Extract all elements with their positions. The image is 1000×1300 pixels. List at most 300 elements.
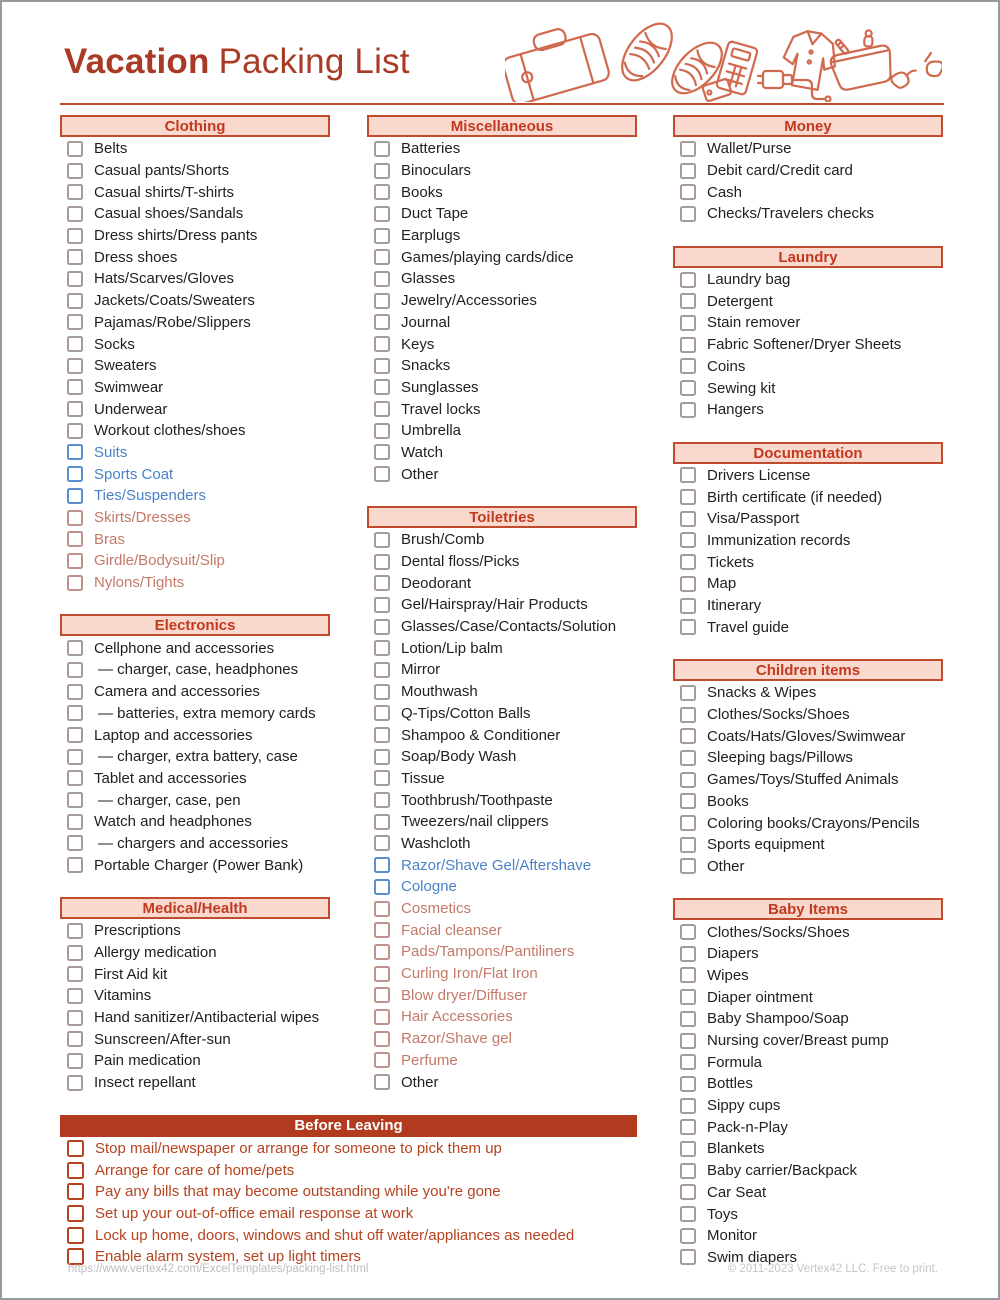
checkbox[interactable] — [67, 510, 83, 526]
item-label: Belts — [94, 140, 128, 158]
checklist-item — [673, 747, 943, 769]
checklist-item — [60, 1028, 330, 1050]
page-title-rest: Packing List — [218, 42, 410, 81]
item-label: Workout clothes/shoes — [94, 422, 246, 440]
checklist-item — [367, 789, 637, 811]
checklist-item — [60, 268, 330, 290]
checkbox[interactable] — [374, 293, 390, 309]
checklist-item — [60, 333, 330, 355]
checkbox[interactable] — [67, 575, 83, 591]
checkbox[interactable] — [67, 966, 83, 982]
item-label: Keys — [401, 335, 435, 353]
checkbox[interactable] — [374, 792, 390, 808]
checkbox[interactable] — [374, 1009, 390, 1025]
checklist-item — [673, 138, 943, 160]
item-label: Pads/Tampons/Pantiliners — [401, 943, 575, 961]
section-header-children-items: Children items — [673, 659, 943, 681]
checklist-item — [673, 334, 943, 356]
checklist-item — [367, 463, 637, 485]
checkbox[interactable] — [374, 944, 390, 960]
checklist-item — [60, 920, 330, 942]
checkbox[interactable] — [680, 946, 696, 962]
checkbox[interactable] — [67, 228, 83, 244]
checklist-item — [60, 746, 330, 768]
item-label: Wipes — [707, 966, 749, 984]
checkbox[interactable] — [680, 772, 696, 788]
checkbox[interactable] — [67, 293, 83, 309]
footer-url-link[interactable]: https://www.vertex42.com/ExcelTemplates/packing-list.html — [68, 1263, 369, 1275]
checkbox[interactable] — [67, 249, 83, 265]
checkbox[interactable] — [680, 1249, 696, 1265]
item-label: Immunization records — [707, 531, 851, 549]
checklist-item — [673, 812, 943, 834]
camera-icon — [716, 41, 758, 95]
checklist-item — [673, 682, 943, 704]
item-label: Batteries — [401, 140, 461, 158]
checkbox[interactable] — [374, 922, 390, 938]
checkbox[interactable] — [680, 358, 696, 374]
item-label: Curling Iron/Flat Iron — [401, 965, 538, 983]
item-label: Toothbrush/Toothpaste — [401, 791, 553, 809]
checkbox[interactable] — [680, 184, 696, 200]
item-label: Laundry bag — [707, 271, 791, 289]
checkbox[interactable] — [67, 945, 83, 961]
checkbox[interactable] — [374, 684, 390, 700]
checkbox[interactable] — [374, 141, 390, 157]
checklist-item — [673, 1008, 943, 1030]
checkbox[interactable] — [680, 793, 696, 809]
checkbox[interactable] — [680, 967, 696, 983]
checklist-item — [673, 965, 943, 987]
checkbox[interactable] — [680, 598, 696, 614]
checkbox[interactable] — [374, 749, 390, 765]
checklist-item — [367, 746, 637, 768]
checklist-item — [367, 138, 637, 160]
item-label: Cash — [707, 183, 743, 201]
checkbox[interactable] — [374, 163, 390, 179]
item-label: Washcloth — [401, 834, 471, 852]
checkbox[interactable] — [374, 835, 390, 851]
item-label: Casual pants/Shorts — [94, 162, 230, 180]
checkbox[interactable] — [374, 423, 390, 439]
section-items-clothing — [60, 137, 330, 593]
checkbox[interactable] — [374, 575, 390, 591]
checkbox[interactable] — [67, 1053, 83, 1069]
checkbox[interactable] — [374, 228, 390, 244]
item-label: Nylons/Tights — [94, 574, 185, 592]
checkbox[interactable] — [67, 727, 83, 743]
checkbox[interactable] — [374, 597, 390, 613]
item-label: Snacks & Wipes — [707, 684, 817, 702]
checkbox[interactable] — [680, 1228, 696, 1244]
checkbox[interactable] — [374, 336, 390, 352]
checklist-item — [367, 941, 637, 963]
checkbox[interactable] — [680, 1098, 696, 1114]
checkbox[interactable] — [374, 619, 390, 635]
item-label: Q-Tips/Cotton Balls — [401, 704, 531, 722]
item-label: Bottles — [707, 1075, 753, 1093]
checklist-item — [60, 659, 330, 681]
checklist-item — [367, 637, 637, 659]
item-label: Brush/Comb — [401, 531, 485, 549]
checkbox[interactable] — [680, 1184, 696, 1200]
item-label: Pay any bills that may become outstanding while you're gone — [95, 1183, 501, 1201]
item-label: Swim diapers — [707, 1248, 798, 1266]
checklist-item — [673, 1116, 943, 1138]
checkbox[interactable] — [67, 206, 83, 222]
item-label: Lotion/Lip balm — [401, 639, 503, 657]
item-label: Cosmetics — [401, 900, 472, 918]
checkbox[interactable] — [67, 488, 83, 504]
item-label: Drivers License — [707, 466, 811, 484]
item-label: Checks/Travelers checks — [707, 205, 874, 223]
checkbox[interactable] — [67, 1010, 83, 1026]
checkbox[interactable] — [680, 1119, 696, 1135]
item-label: Watch and headphones — [94, 813, 252, 831]
item-label: Sports equipment — [707, 836, 825, 854]
checklist-item — [367, 290, 637, 312]
checklist-item — [367, 398, 637, 420]
checkbox[interactable] — [67, 358, 83, 374]
section-laundry — [673, 246, 943, 421]
checkbox[interactable] — [680, 1163, 696, 1179]
checklist-item — [673, 1073, 943, 1095]
checklist-item — [367, 572, 637, 594]
checkbox[interactable] — [67, 684, 83, 700]
checklist-item — [673, 921, 943, 943]
checkbox[interactable] — [680, 815, 696, 831]
checkbox[interactable] — [374, 879, 390, 895]
column-middle — [367, 115, 637, 1114]
section-items-before-leaving — [60, 1137, 637, 1268]
checkbox[interactable] — [374, 705, 390, 721]
checklist-item — [367, 268, 637, 290]
checklist-item — [673, 465, 943, 487]
checklist-item — [367, 876, 637, 898]
checkbox[interactable] — [680, 554, 696, 570]
checkbox[interactable] — [67, 163, 83, 179]
checkbox[interactable] — [680, 1076, 696, 1092]
checkbox[interactable] — [680, 924, 696, 940]
checkbox[interactable] — [680, 337, 696, 353]
checkbox[interactable] — [67, 923, 83, 939]
item-label: Fabric Softener/Dryer Sheets — [707, 336, 902, 354]
checkbox[interactable] — [67, 662, 83, 678]
checkbox[interactable] — [680, 750, 696, 766]
sneaker-icon — [612, 15, 681, 89]
checkbox[interactable] — [67, 749, 83, 765]
header-divider — [60, 103, 944, 105]
checkbox[interactable] — [67, 141, 83, 157]
item-label: Hair Accessories — [401, 1008, 513, 1026]
checkbox[interactable] — [374, 249, 390, 265]
item-label: Clothes/Socks/Shoes — [707, 923, 850, 941]
checkbox[interactable] — [680, 380, 696, 396]
checkbox[interactable] — [67, 423, 83, 439]
checkbox[interactable] — [67, 705, 83, 721]
item-label: Perfume — [401, 1051, 458, 1069]
checkbox[interactable] — [67, 401, 83, 417]
item-label: Dental floss/Picks — [401, 553, 520, 571]
item-label: Birth certificate (if needed) — [707, 488, 883, 506]
item-label: Snacks — [401, 357, 451, 375]
checklist-item — [367, 246, 637, 268]
item-label: Glasses/Case/Contacts/Solution — [401, 618, 617, 636]
checkbox[interactable] — [680, 141, 696, 157]
checklist-item — [673, 356, 943, 378]
checkbox[interactable] — [680, 272, 696, 288]
checkbox[interactable] — [67, 1075, 83, 1091]
checklist-item — [60, 1007, 330, 1029]
checkbox[interactable] — [67, 770, 83, 786]
item-label: Toys — [707, 1205, 738, 1223]
checklist-item — [60, 355, 330, 377]
checklist-item — [673, 508, 943, 530]
checklist-item — [367, 919, 637, 941]
checklist-item — [673, 769, 943, 791]
item-label: Other — [401, 1073, 439, 1091]
checklist-item — [673, 595, 943, 617]
checkbox[interactable] — [680, 837, 696, 853]
checklist-item — [367, 833, 637, 855]
item-label: Visa/Passport — [707, 510, 800, 528]
item-label: Hand sanitizer/Antibacterial wipes — [94, 1009, 320, 1027]
section-electronics — [60, 614, 330, 876]
checkbox[interactable] — [680, 576, 696, 592]
checkbox[interactable] — [374, 184, 390, 200]
checklist-item — [367, 442, 637, 464]
item-label: Pack-n-Play — [707, 1118, 788, 1136]
checkbox[interactable] — [67, 814, 83, 830]
checklist-item — [367, 811, 637, 833]
checkbox[interactable] — [67, 314, 83, 330]
item-label: Baby Shampoo/Soap — [707, 1010, 849, 1028]
checkbox[interactable] — [680, 1141, 696, 1157]
checkbox[interactable] — [680, 532, 696, 548]
checkbox[interactable] — [374, 466, 390, 482]
checklist-item — [367, 854, 637, 876]
item-label: Clothes/Socks/Shoes — [707, 706, 850, 724]
checkbox[interactable] — [374, 901, 390, 917]
item-label: Sunglasses — [401, 378, 479, 396]
item-label: Allergy medication — [94, 944, 217, 962]
checkbox[interactable] — [374, 770, 390, 786]
checkbox[interactable] — [680, 315, 696, 331]
item-label: Formula — [707, 1053, 763, 1071]
checkbox[interactable] — [67, 1140, 84, 1157]
checkbox[interactable] — [374, 444, 390, 460]
section-items-medical-health — [60, 919, 330, 1094]
item-label: Monitor — [707, 1227, 758, 1245]
checklist-item — [673, 856, 943, 878]
item-label: Travel guide — [707, 618, 789, 636]
item-label: Tablet and accessories — [94, 769, 247, 787]
item-label: Glasses — [401, 270, 456, 288]
checkbox[interactable] — [374, 987, 390, 1003]
item-label: Tissue — [401, 769, 445, 787]
item-label: Debit card/Credit card — [707, 162, 853, 180]
checklist-item — [60, 246, 330, 268]
checklist-item — [367, 333, 637, 355]
checkbox[interactable] — [67, 184, 83, 200]
checklist-item — [367, 160, 637, 182]
checkbox[interactable] — [67, 444, 83, 460]
checklist-item — [673, 616, 943, 638]
checklist-item — [673, 160, 943, 182]
checkbox[interactable] — [374, 727, 390, 743]
checkbox[interactable] — [67, 1227, 84, 1244]
checklist-item — [673, 1225, 943, 1247]
item-label: Games/Toys/Stuffed Animals — [707, 771, 899, 789]
column-right — [673, 115, 943, 1289]
checkbox[interactable] — [67, 379, 83, 395]
item-label: Razor/Shave Gel/Aftershave — [401, 856, 592, 874]
item-label: Sippy cups — [707, 1097, 781, 1115]
checkbox[interactable] — [67, 1183, 84, 1200]
checklist-item — [367, 181, 637, 203]
checkbox[interactable] — [67, 1162, 84, 1179]
checklist-item — [673, 203, 943, 225]
checklist-item — [60, 312, 330, 334]
item-label: Duct Tape — [401, 205, 469, 223]
section-header-baby-items: Baby Items — [673, 898, 943, 920]
checkbox[interactable] — [374, 662, 390, 678]
checklist-item — [60, 1203, 637, 1225]
checklist-item — [673, 943, 943, 965]
checkbox[interactable] — [67, 640, 83, 656]
item-label: First Aid kit — [94, 965, 168, 983]
checklist-item — [367, 984, 637, 1006]
checkbox[interactable] — [374, 1052, 390, 1068]
checkbox[interactable] — [67, 271, 83, 287]
section-miscellaneous — [367, 115, 637, 485]
checklist-item — [60, 420, 330, 442]
checklist-item — [673, 1138, 943, 1160]
section-items-money — [673, 137, 943, 225]
checkbox[interactable] — [67, 857, 83, 873]
checkbox[interactable] — [680, 728, 696, 744]
checkbox[interactable] — [680, 1033, 696, 1049]
checkbox[interactable] — [680, 206, 696, 222]
checkbox[interactable] — [374, 640, 390, 656]
checkbox[interactable] — [67, 835, 83, 851]
checkbox[interactable] — [67, 1031, 83, 1047]
section-clothing — [60, 115, 330, 593]
item-label: Mouthwash — [401, 683, 478, 701]
checkbox[interactable] — [680, 489, 696, 505]
checkbox[interactable] — [680, 989, 696, 1005]
item-label: Cellphone and accessories — [94, 639, 275, 657]
checklist-item — [60, 963, 330, 985]
checklist-item — [60, 1224, 637, 1246]
checkbox[interactable] — [680, 467, 696, 483]
checkbox[interactable] — [67, 1205, 84, 1222]
checkbox[interactable] — [374, 1031, 390, 1047]
checkbox[interactable] — [680, 1011, 696, 1027]
checkbox[interactable] — [680, 1054, 696, 1070]
checkbox[interactable] — [374, 554, 390, 570]
checklist-item — [367, 1050, 637, 1072]
checkbox[interactable] — [374, 314, 390, 330]
checklist-item — [60, 681, 330, 703]
checkbox[interactable] — [67, 466, 83, 482]
item-label: Sleeping bags/Pillows — [707, 749, 853, 767]
checkbox[interactable] — [680, 1206, 696, 1222]
checklist-item — [60, 637, 330, 659]
item-label: Map — [707, 575, 737, 593]
checkbox[interactable] — [67, 553, 83, 569]
checkbox[interactable] — [680, 163, 696, 179]
checklist-item — [60, 811, 330, 833]
checkbox[interactable] — [374, 358, 390, 374]
section-documentation — [673, 442, 943, 639]
checkbox[interactable] — [680, 858, 696, 874]
checkbox[interactable] — [680, 402, 696, 418]
checkbox[interactable] — [680, 293, 696, 309]
checklist-item — [367, 594, 637, 616]
checklist-item — [367, 225, 637, 247]
checkbox[interactable] — [374, 379, 390, 395]
checkbox[interactable] — [680, 619, 696, 635]
checklist-item — [60, 768, 330, 790]
checklist-item — [367, 355, 637, 377]
checkbox[interactable] — [680, 511, 696, 527]
item-label: Diapers — [707, 945, 759, 963]
checklist-item — [673, 1030, 943, 1052]
checkbox[interactable] — [374, 206, 390, 222]
checkbox[interactable] — [680, 685, 696, 701]
checkbox[interactable] — [374, 401, 390, 417]
checkbox[interactable] — [374, 857, 390, 873]
checkbox[interactable] — [374, 814, 390, 830]
item-label: Dress shirts/Dress pants — [94, 227, 258, 245]
item-label: — charger, case, pen — [98, 791, 241, 809]
checklist-item — [60, 203, 330, 225]
item-label: Razor/Shave gel — [401, 1030, 512, 1048]
checkbox[interactable] — [374, 1074, 390, 1090]
item-label: — charger, extra battery, case — [98, 748, 298, 766]
checklist-item — [60, 138, 330, 160]
item-label: Watch — [401, 443, 443, 461]
checklist-item — [60, 507, 330, 529]
footer-copyright: © 2011-2023 Vertex42 LLC. Free to print. — [727, 1263, 938, 1275]
item-label: Baby carrier/Backpack — [707, 1162, 858, 1180]
checkbox[interactable] — [374, 966, 390, 982]
checklist-item — [60, 290, 330, 312]
section-header-clothing: Clothing — [60, 115, 330, 137]
checklist-item — [60, 854, 330, 876]
checklist-item — [673, 486, 943, 508]
checkbox[interactable] — [67, 792, 83, 808]
checklist-item — [60, 442, 330, 464]
checkbox[interactable] — [374, 532, 390, 548]
checklist-item — [60, 485, 330, 507]
item-label: Vitamins — [94, 987, 152, 1005]
checkbox[interactable] — [67, 988, 83, 1004]
section-header-electronics: Electronics — [60, 614, 330, 636]
checklist-item — [673, 1095, 943, 1117]
item-label: Diaper ointment — [707, 988, 813, 1006]
section-money — [673, 115, 943, 225]
checkbox[interactable] — [680, 707, 696, 723]
checklist-item — [60, 528, 330, 550]
checklist-item — [60, 942, 330, 964]
checkbox[interactable] — [67, 531, 83, 547]
item-label: Camera and accessories — [94, 683, 260, 701]
checkbox[interactable] — [374, 271, 390, 287]
checklist-item — [673, 573, 943, 595]
checkbox[interactable] — [67, 336, 83, 352]
